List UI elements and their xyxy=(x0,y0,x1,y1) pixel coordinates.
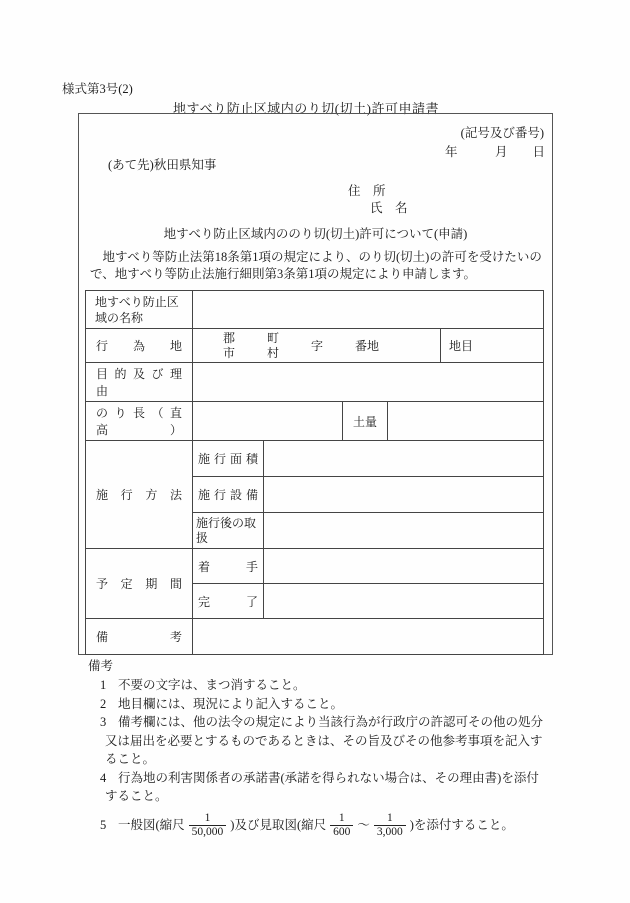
row-slope-length xyxy=(86,402,544,441)
village-label: 村 xyxy=(267,345,280,360)
county-label: 郡 xyxy=(223,331,236,346)
note-item-2 xyxy=(100,695,550,714)
note-item-1 xyxy=(100,676,550,695)
name-label: 氏 名 xyxy=(370,201,408,215)
action-site-field xyxy=(193,329,441,363)
note-number: 2 xyxy=(100,696,107,711)
note-text: 備考欄には、他の法令の規定により当該行為が行政庁の許認可その他の処分又は届出を必要とするものであるときは、その旨及びその他参考事項を記入すること。 xyxy=(105,715,544,766)
completion-label: 完 了 xyxy=(193,584,264,619)
addressee-label: (あて先)秋田県知事 xyxy=(108,158,217,172)
remarks-label: 備 考 xyxy=(86,619,193,655)
start-field xyxy=(264,549,544,584)
post-construction-field xyxy=(264,513,544,549)
scale-fraction-3000: $\frac{1}{3,000}$ xyxy=(374,812,406,841)
form-number: 様式第3号(2) xyxy=(62,82,133,96)
scale-fraction-50000: $\frac{1}{50,000}$ xyxy=(189,812,227,841)
slope-length-field xyxy=(193,402,343,441)
remarks-field xyxy=(193,619,544,655)
row-construction-area xyxy=(86,441,544,477)
purpose-label: 目 的 及 び 理 由 xyxy=(86,363,193,402)
soil-volume-field xyxy=(388,402,544,441)
address-label: 住 所 xyxy=(348,184,386,198)
row-remarks xyxy=(86,619,544,655)
district-name-label: 地すべり防止区域の名称 xyxy=(86,291,193,329)
town-label: 町 xyxy=(267,331,280,346)
tilde-separator: ～ xyxy=(357,817,370,832)
completion-field xyxy=(264,584,544,619)
purpose-field xyxy=(193,363,544,402)
construction-area-label: 施 行 面 積 xyxy=(193,441,264,477)
date-line: 年 月 日 xyxy=(444,145,545,159)
city-label: 市 xyxy=(223,345,236,360)
note-text-part: )を添付すること。 xyxy=(409,817,514,832)
notes-heading: 備考 xyxy=(88,659,114,673)
construction-equipment-field xyxy=(264,477,544,513)
note-item-5 xyxy=(100,812,550,841)
subject-line: 地すべり防止区域内ののり切(切土)許可について(申請) xyxy=(163,227,468,241)
start-label: 着 手 xyxy=(193,549,264,584)
note-text: 不要の文字は、まつ消すること。 xyxy=(118,678,306,692)
row-start-date xyxy=(86,549,544,584)
soil-volume-label: 土量 xyxy=(343,402,388,441)
district-name-field xyxy=(193,291,544,329)
scale-fraction-600: $\frac{1}{600}$ xyxy=(330,812,353,841)
post-construction-label: 施行後の取扱 xyxy=(193,513,264,549)
note-text-part: 一般図(縮尺 xyxy=(118,817,185,832)
note-number: 4 xyxy=(100,770,107,785)
note-item-3 xyxy=(100,713,550,769)
county-city-stack xyxy=(223,331,235,360)
note-text: 地目欄には、現況により記入すること。 xyxy=(118,696,344,711)
land-category-cell xyxy=(441,329,544,363)
note-text-part: )及び見取図(縮尺 xyxy=(230,817,327,832)
note-number: 5 xyxy=(100,817,107,832)
action-site-sublabels xyxy=(193,331,440,360)
application-statement: 地すべり等防止法第18条第1項の規定により、のり切(切土)の許可を受けたいので、地すべり等防止法施行細則第3条第1項の規定により申請します。 xyxy=(90,250,542,281)
notes-section xyxy=(88,657,550,840)
construction-method-label: 施 行 方 法 xyxy=(86,441,193,549)
application-details-table xyxy=(85,290,544,655)
aza-label: 字 xyxy=(311,339,324,353)
row-purpose xyxy=(86,363,544,402)
application-form-box xyxy=(78,113,553,655)
reference-number-label: (記号及び番号) xyxy=(460,126,544,140)
document-title: 地すべり防止区域内のり切(切土)許可申請書 xyxy=(173,101,439,116)
row-district-name xyxy=(86,291,544,329)
town-village-stack xyxy=(267,331,279,360)
note-item-4 xyxy=(100,769,550,806)
lot-number-label: 番地 xyxy=(355,339,380,353)
note-number: 3 xyxy=(100,715,107,729)
land-category-label: 地目 xyxy=(449,339,474,353)
action-site-label: 行 為 地 xyxy=(86,329,193,363)
construction-area-field xyxy=(264,441,544,477)
note-number: 1 xyxy=(100,678,107,692)
row-action-site xyxy=(86,329,544,363)
note-text: 行為地の利害関係者の承諾書(承諾を得られない場合は、その理由書)を添付すること。 xyxy=(105,770,539,803)
planned-period-label: 予 定 期 間 xyxy=(86,549,193,619)
construction-equipment-label: 施 行 設 備 xyxy=(193,477,264,513)
slope-length-label: の り 長 （ 直 高 ） xyxy=(86,402,193,441)
